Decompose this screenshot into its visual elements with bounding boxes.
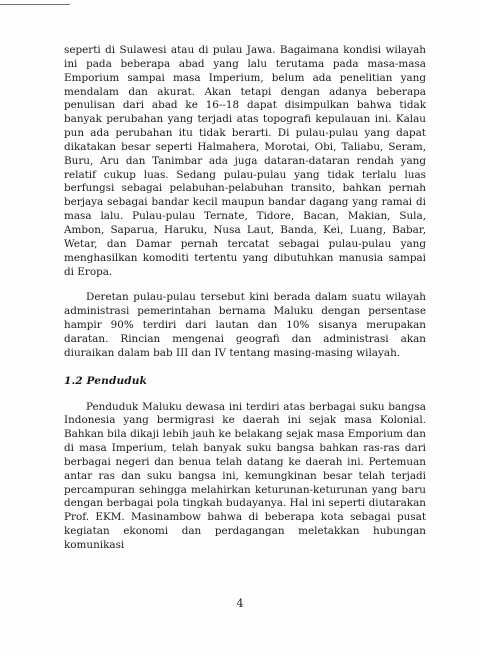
scan-edge-line (0, 4, 70, 5)
page-number: 4 (236, 597, 244, 610)
text-column (64, 44, 426, 553)
paragraph-administrative-region: Deretan pulau-pulau tersebut kini berada dalam suatu wilayah administrasi pemerintahan bernama Maluku dengan persentase hampir 90% terdiri dari lautan dan 10% sisanya merupakan daratan. Rincian mengenai geografi dan administrasi akan diuraikan dalam bab III dan IV tentang masing-masing wilayah. (64, 291, 426, 359)
paragraph-geography-continued: seperti di Sulawesi atau di pulau Jawa. Bagaimana kondisi wilayah ini pada beberapa abad yang lalu terutama pada masa-masa Emporium sampai masa Imperium, belum ada penelitian yang mendalam dan akurat. Akan tetapi dengan adanya beberapa penulisan dari abad ke 16--18 dapat disimpulkan bahwa tidak banyak perubahan yang terjadi atas topografi kepulauan ini. Kalau pun ada perubahan itu tidak berarti. Di pulau-pulau yang dapat dikatakan besar seperti Halmahera, Morotai, Obi, Taliabu, Seram, Buru, Aru dan Tanimbar ada juga dataran-dataran rendah yang relatif cukup luas. Sedang pulau-pulau yang tidak terlalu luas berfungsi sebagai pelabuhan-pelabuhan transito, bahkan pernah berjaya sebagai bandar kecil maupun bandar dagang yang ramai di masa lalu. Pulau-pulau Ternate, Tidore, Bacan, Makian, Sula, Ambon, Saparua, Haruku, Nusa Laut, Banda, Kei, Luang, Babar, Wetar, dan Damar pernah tercatat sebagai pulau-pulau yang menghasilkan komoditi tertentu yang dibutuhkan manusia sampai di Eropa. (64, 44, 426, 278)
paragraph-population: Penduduk Maluku dewasa ini terdiri atas berbagai suku bangsa Indonesia yang bermigrasi ke daerah ini sejak masa Kolonial. Bahkan bila dikaji lebih jauh ke belakang sejak masa Emporium dan di masa Imperium, telah banyak suku bangsa bahkan ras-ras dari berbagai negeri dan benua telah datang ke daerah ini. Pertemuan antar ras dan suku bangsa ini, kemungkinan besar telah terjadi percampuran sehingga melahirkan keturunan-keturunan yang baru dengan berbagai pola tingkah budayanya. Hal ini seperti diutarakan Prof. EKM. Masinambow bahwa di beberapa kota sebagai pusat kegiatan ekonomi dan perdagangan meletakkan hubungan komunikasi (64, 400, 426, 551)
section-heading-penduduk: 1.2 Penduduk (64, 374, 148, 387)
